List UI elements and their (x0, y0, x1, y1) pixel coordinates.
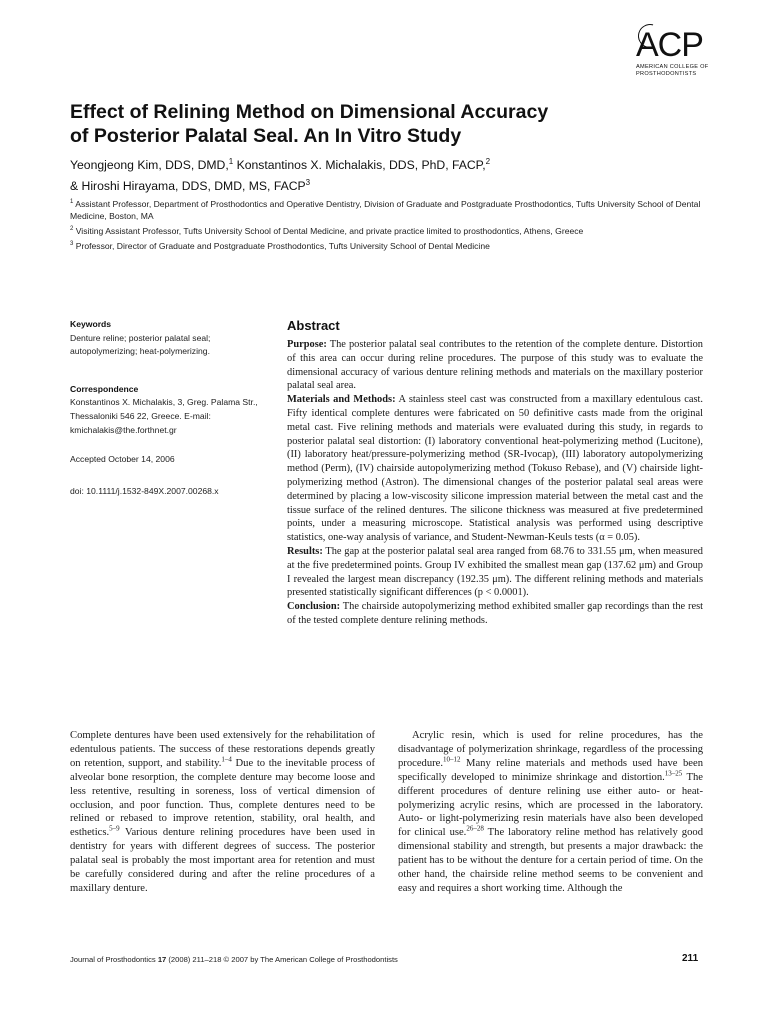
author-kim: Yeongjeong Kim, DDS, DMD, (70, 158, 229, 173)
acp-logo (636, 28, 726, 90)
logo-mark: ACP (636, 28, 726, 62)
correspondence-text: Konstantinos X. Michalakis, 3, Greg. Palama Str., Thessaloniki 546 22, Greece. E-mail: kmichalakis@the.forthnet.gr (70, 397, 258, 435)
correspondence-block (70, 383, 275, 437)
citation[interactable]: 5–9 (109, 824, 120, 833)
citation[interactable]: 13–25 (664, 769, 683, 778)
citation[interactable]: 1–4 (221, 755, 232, 764)
article-meta (70, 318, 275, 508)
abstract-heading: Abstract (287, 318, 340, 333)
abstract-results: Results: The gap at the posterior palatal seal area ranged from 68.76 to 331.55 μm, when measured at the five predetermined points. Group IV exhibited the smallest mean gap (137.62 μm) and Group I revealed the largest mean discrepancy (192.35 μm). The different relining methods and materials presented statistically significant differences (p < 0.0001). (287, 545, 703, 599)
citation[interactable]: 26–28 (466, 824, 484, 833)
body-column-right (398, 729, 703, 896)
body-paragraph: Complete dentures have been used extensively for the rehabilitation of edentulous patients. The success of these restorations depends greatly on retention, support, and stability.$^{1-4}$ Due to the inevitable process of alveolar bone resorption, the complete denture may become loose and less retentive, resulting in soreness, loss of vertical dimension of occlusion, and poor function. Thus, complete dentures need to be relined or rebased to improve retention, stability, oral health, and esthetics.$^{5-9}$ Various denture relining procedures have been used in dentistry for years with different degrees of success. The posterior palatal seal is probably the most important area for retention and must be carefully considered during and after the reline procedures of a maxillary denture. (70, 730, 376, 894)
logo-subtitle: AMERICAN COLLEGE OF PROSTHODONTISTS (636, 64, 709, 77)
affiliation-2: $^2$ Visiting Assistant Professor, Tufts University School of Dental Medicine, and private practice limited to prosthodontics, Athens, Greece (70, 225, 584, 236)
author-list: Yeongjeong Kim, DDS, DMD,$^1$ Konstantinos X. Michalakis, DDS, PhD, FACP,$^2$ & Hiroshi Hirayama, DDS, DMD, MS, FACP$^3$ (70, 157, 491, 194)
affiliations (70, 196, 710, 253)
accepted-date: Accepted October 14, 2006 (70, 454, 175, 465)
journal-footer: Journal of Prosthodontics 17 (2008) 211–218 © 2007 by The American College of Prosthodontists (70, 955, 398, 964)
correspondence-label: Correspondence (70, 383, 139, 394)
keywords-block (70, 318, 275, 359)
affiliation-3: $^3$ Professor, Director of Graduate and Postgraduate Prosthodontics, Tufts University School of Dental Medicine (70, 240, 490, 251)
abstract-methods: Materials and Methods: A stainless steel cast was constructed from a maxillary edentulous cast. Fifty identical complete dentures were fabricated on 50 definitive casts made from the original metal cast. Five relining methods and materials were evaluated during this study, in regards to posterior palatal seal distortion: (I) laboratory conventional heat-polymerizing method (Lucitone), (II) laboratory heat/pressure-polymerizing method (SR-Ivocap), (III) laboratory autopolymerizing method (Perm), (IV) chairside autopolymerizing method (Tokuso Rebase), and (V) chairside light-polymerizing method (Astron). The dimensional changes of the posterior palatal seal areas were determined by placing a low-viscosity silicone impression material between the metal cast and the tissue surface of the relined dentures. The silicone thickness was measured at five predetermined points, under a measuring microscope. Statistical analysis was performed using descriptive statistics, one-way analysis of variance, and Student-Newman-Keuls tests (α = 0.05). (287, 394, 703, 544)
body-column-left (70, 729, 375, 896)
author-michalakis: Konstantinos X. Michalakis, DDS, PhD, FACP, (236, 158, 486, 173)
keywords-label: Keywords (70, 319, 112, 329)
affiliation-1: $^1$ Assistant Professor, Department of Prosthodontics and Operative Dentistry, Division of Graduate and Postgraduate Prosthodontics, Tufts University School of Dental Medicine, Boston, MA (70, 198, 701, 221)
abstract-conclusion: Conclusion: The chairside autopolymerizing method exhibited smaller gap recordings than the rest of the tested complete denture relining methods. (287, 601, 703, 626)
doi-link[interactable]: doi: 10.1111/j.1532-849X.2007.00268.x (70, 485, 219, 496)
article-title: Effect of Relining Method on Dimensional Accuracy of Posterior Palatal Seal. An In Vitro Study (70, 101, 549, 147)
author-hirayama: & Hiroshi Hirayama, DDS, DMD, MS, FACP (70, 179, 306, 194)
abstract-body (287, 338, 703, 628)
body-paragraph: Acrylic resin, which is used for reline procedures, has the disadvantage of polymerization shrinkage, regardless of the processing procedure.$^{10-12}$ Many reline materials and methods used have been specifically developed to minimize shrinkage and distortion.$^{13-25}$ The different procedures of denture relining use either auto- or heat-polymerizing acrylic resins, which are processed in the laboratory. Auto- or light-polymerizing resin materials have also been developed for clinical use.$^{26-28}$ The laboratory reline method has relatively good dimensional stability and strength, but presents a major drawback: the patient has to be without the denture for a certain period of time. On the other hand, the chairside reline method seems to be convenient and easy and requires a short working time. Although the (398, 730, 703, 894)
citation[interactable]: 10–12 (443, 755, 461, 764)
page-number: 211 (682, 953, 699, 964)
keywords-text: Denture reline; posterior palatal seal; autopolymerizing; heat-polymerizing. (70, 332, 211, 357)
abstract-purpose: Purpose: The posterior palatal seal contributes to the retention of the complete denture. Distortion of this area can occur during reline procedures. The purpose of this study was to evaluate the dimensional accuracy of various denture relining methods and materials on the maxillary posterior palatal seal area. (287, 339, 703, 392)
